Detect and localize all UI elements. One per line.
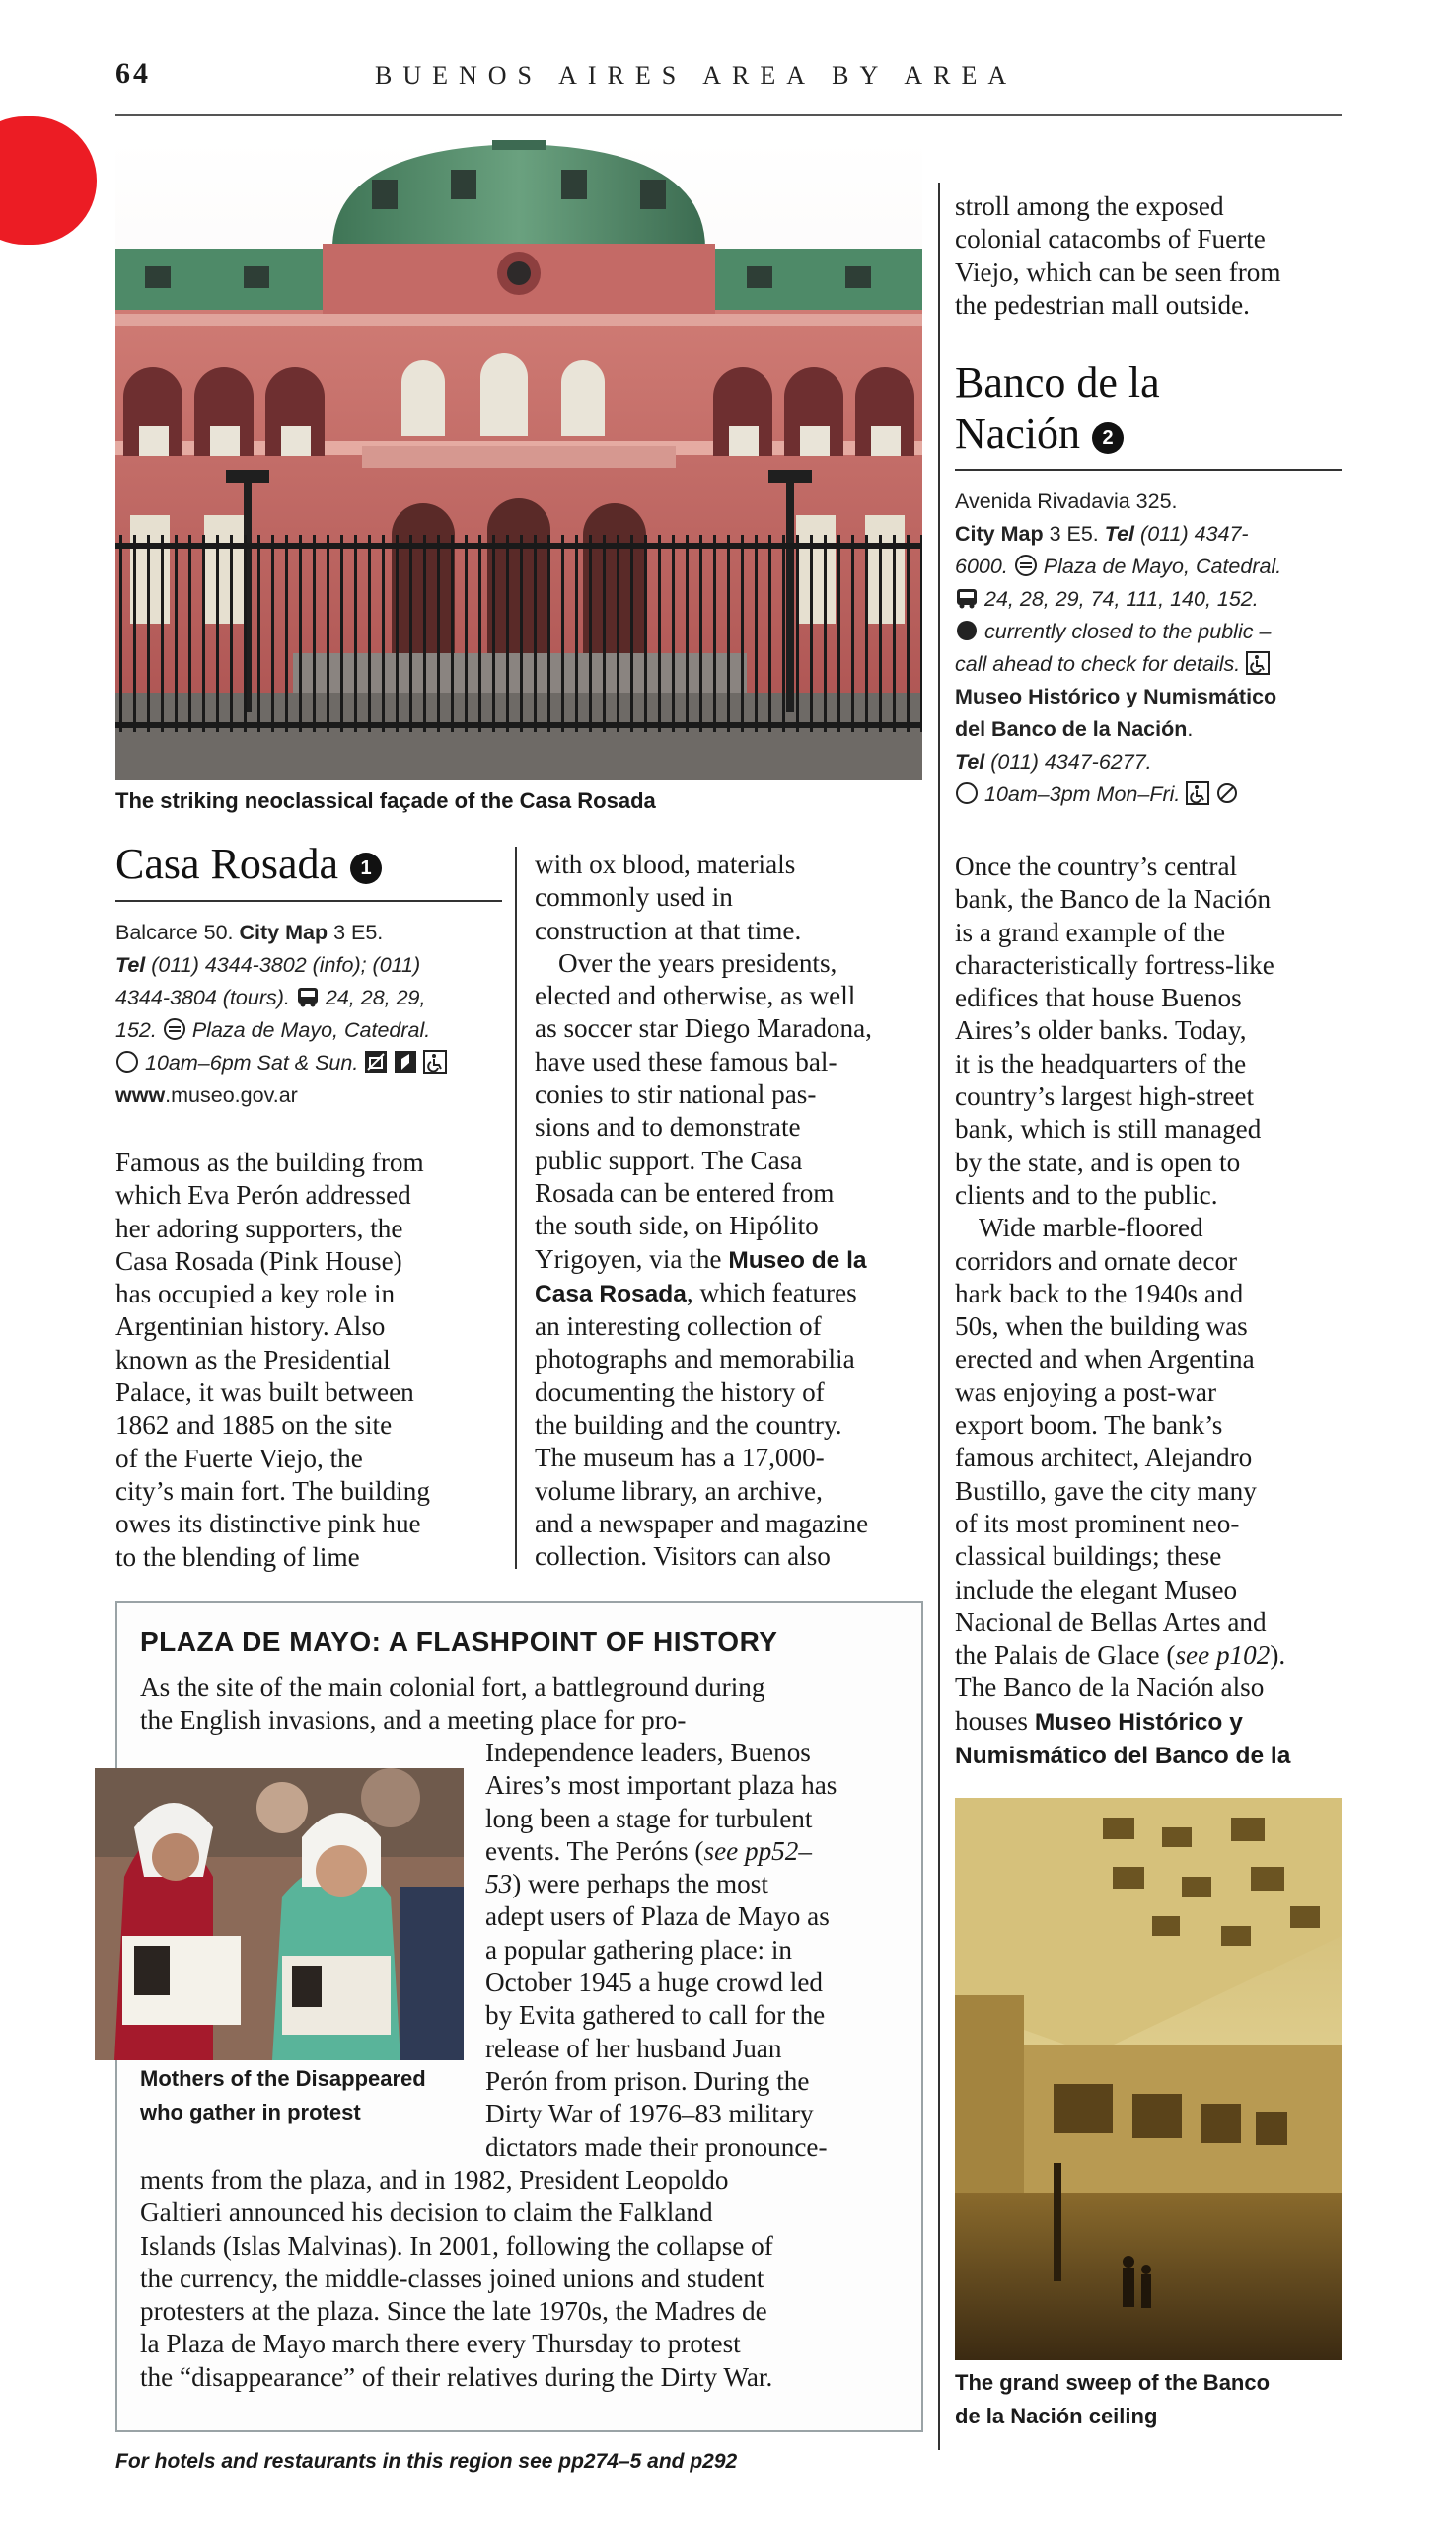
text-line: to the blending of lime [115, 1541, 360, 1572]
entry-number-badge: 1 [350, 853, 382, 884]
banco-photo-caption: The grand sweep of the Banco de la Nación ceiling [955, 2370, 1271, 2428]
guided-tours-icon [394, 1050, 417, 1074]
text-line: Galtieri announced his decision to claim the Falkland [140, 2197, 713, 2228]
text-line: famous architect, Alejandro [955, 1443, 1253, 1473]
text-line: release of her husband Juan [485, 2033, 782, 2063]
text-line: colonial catacombs of Fuerte [955, 224, 1266, 255]
casa-rosada-body-col2 [535, 849, 929, 1574]
text-run: volume library, an archive, [535, 1475, 823, 1506]
text-line: by Evita gathered to call for the [485, 2000, 826, 2031]
casa-rosada-body-col1 [115, 1147, 510, 1574]
text-line: Over the years presidents, [558, 947, 837, 978]
text-line: as soccer star Diego Maradona, [535, 1013, 872, 1044]
text-run: Casa Rosada [535, 1280, 687, 1307]
text-run: documenting the history of [535, 1376, 825, 1407]
text-line: ments from the plaza, and in 1982, President Leopoldo [140, 2165, 729, 2194]
feature-text-side: Independence leaders, Buenos Aires’s most important plaza has long been a stage for turbulent events. The Peróns (see pp52– 53) were perhaps the most adept users of Plaza de Mayo as a popular gathering place: in October 1945 a huge crowd led by Evita gathered to call for the release of her husband Juan Perón from prison. During the Dirty War of 1976–83 military dictators made their pronounce- [485, 1738, 837, 2162]
text-line: 50s, when the building was [955, 1311, 1248, 1342]
text-line: adept users of Plaza de Mayo as [485, 1901, 830, 1932]
banco-body: Once the country’s central bank, the Banco de la Nación is a grand example of the characteristically fortress-like edifices that house Buenos Aires’s older banks. Today, it is the headquarters of the country’s largest high-street bank, which is still managed by the state, and is open to clients and to the public. Wide marble-floored corridors and ornate decor hark back to the 1940s and 50s, when the building was erected and when Argentina was enjoying a post-war export boom. The bank’s famous architect, Alejandro Bustillo, gave the city many of its most prominent neo- classical buildings; these include the elegant Museo Nacional de Bellas Artes and the Palais de Glace (see p102). The Banco de la Nación also houses Museo Histórico y Numismático del Banco de la [955, 852, 1291, 1770]
text-line: Palace, it was built between [115, 1377, 414, 1408]
text-line: sions and to demonstrate [535, 1112, 801, 1143]
text-line: bank, the Banco de la Nación [955, 884, 1272, 915]
text-line: Once the country’s central [955, 852, 1238, 881]
text-line: October 1945 a huge crowd led [485, 1968, 823, 1998]
text-line: hark back to the 1940s and [955, 1278, 1244, 1308]
text-line: 1862 and 1885 on the site [115, 1410, 393, 1441]
text-line: by the state, and is open to [955, 1147, 1241, 1177]
text-line: her adoring supporters, the [115, 1213, 403, 1243]
opening-hours-icon [115, 1050, 139, 1074]
banco-interior-photo [955, 1798, 1342, 2360]
text-line: Nacional de Bellas Artes and [955, 1606, 1267, 1637]
text-run: and a newspaper and magazine [535, 1508, 869, 1538]
text-line: public support. The Casa [535, 1145, 803, 1175]
text-line: bank, which is still managed [955, 1114, 1262, 1145]
text-line: characteristically fortress-like [955, 949, 1274, 980]
column-rule-left [515, 847, 517, 1569]
page-number: 64 [115, 57, 151, 90]
text-line: the English invasions, and a meeting place for pro- [140, 1705, 687, 1736]
text-line: the pedestrian mall outside. [955, 289, 1250, 320]
text-line: export boom. The bank’s [955, 1410, 1223, 1441]
text-line: it is the headquarters of the [955, 1048, 1247, 1079]
text-line: edifices that house Buenos [955, 983, 1242, 1013]
text-run: an interesting collection of [535, 1311, 822, 1342]
no-photography-icon [364, 1050, 388, 1074]
text-line: Viejo, which can be seen from [955, 257, 1281, 287]
text-line: of the Fuerte Viejo, the [115, 1443, 363, 1473]
opening-hours-icon [955, 781, 979, 805]
entry-number-badge: 2 [1092, 422, 1124, 454]
text-line: the currency, the middle-classes joined unions and student [140, 2263, 764, 2293]
text-line: has occupied a key role in [115, 1279, 396, 1309]
text-line: classical buildings; these [955, 1541, 1222, 1572]
text-line: Bustillo, gave the city many [955, 1475, 1257, 1506]
text-line: la Plaza de Mayo march there every Thursday to protest [140, 2329, 741, 2359]
casa-rosada-photo [115, 140, 922, 780]
bus-icon [296, 985, 320, 1008]
text-line: was enjoying a post-war [955, 1376, 1217, 1407]
text-line: elected and otherwise, as well [535, 981, 856, 1011]
subte-icon [163, 1017, 186, 1041]
text-line: As the site of the main colonial fort, a battleground during [140, 1673, 765, 1702]
casa-rosada-photo-caption: The striking neoclassical façade of the Casa Rosada [115, 788, 656, 813]
casa-rosada-info: Balcarce 50. City Map 3 E5. Tel (011) 4344-3802 (info); (011) 4344-3804 (tours). 24, 28, 29, 152. Plaza de Mayo, Catedral. 10am–6pm Sat & Sun. www.museo.gov.ar [115, 917, 510, 1112]
casa-rosada-heading: Casa Rosada 1 [115, 839, 382, 890]
text-line: Dirty War of 1976–83 military [485, 2099, 814, 2129]
no-photography-icon [1215, 781, 1239, 805]
banco-heading: Banco de la Nación 2 [955, 358, 1160, 458]
wheelchair-access-icon [1186, 781, 1209, 805]
closed-icon [955, 619, 979, 642]
text-line: construction at that time. [535, 915, 802, 945]
text-line: Perón from prison. During the [485, 2065, 810, 2096]
text-line: which Eva Perón addressed [115, 1180, 411, 1211]
section-color-tab [0, 116, 97, 245]
mothers-photo-caption: Mothers of the Disappeared who gather in protest [140, 2066, 426, 2124]
text-line: include the elegant Museo [955, 1574, 1238, 1604]
text-line: known as the Presidential [115, 1344, 391, 1375]
text-line: erected and when Argentina [955, 1344, 1255, 1375]
text-line: dictators made their pronounce- [485, 2131, 828, 2162]
text-line: Aires’s older banks. Today, [955, 1015, 1247, 1046]
text-line: stroll among the exposed [955, 191, 1224, 221]
text-line: a popular gathering place: in [485, 1934, 793, 1965]
text-line: corridors and ornate decor [955, 1245, 1238, 1276]
text-run: photographs and memorabilia [535, 1344, 855, 1375]
text-line: conies to stir national pas- [535, 1079, 817, 1110]
text-line: Islands (Islas Malvinas). In 2001, following the collapse of [140, 2230, 773, 2261]
text-line: with ox blood, materials [535, 850, 796, 879]
feature-text-top [140, 1672, 910, 1738]
text-run: the building and the country. [535, 1410, 842, 1441]
bus-icon [955, 586, 979, 610]
wheelchair-access-icon [1246, 651, 1270, 675]
text-line: Wide marble-floored [979, 1213, 1203, 1243]
text-line: Rosada can be entered from [535, 1177, 835, 1208]
subte-icon [1014, 554, 1038, 577]
casa-rosada-heading-rule [115, 900, 502, 902]
text-line: of its most prominent neo- [955, 1508, 1240, 1538]
mothers-photo [95, 1768, 464, 2060]
text-run: The museum has a 17,000- [535, 1443, 825, 1473]
text-line: country’s largest high-street [955, 1081, 1255, 1112]
column-rule-right [938, 183, 940, 2450]
banco-heading-rule [955, 469, 1342, 471]
text-line: Argentinian history. Also [115, 1311, 386, 1342]
wheelchair-access-icon [423, 1050, 447, 1074]
feature-title: PLAZA DE MAYO: A FLASHPOINT OF HISTORY [140, 1626, 778, 1657]
casa-rosada-body-col3 [955, 190, 1349, 322]
text-line: Famous as the building from [115, 1148, 424, 1177]
text-line: city’s main fort. The building [115, 1475, 430, 1506]
text-line: owes its distinctive pink hue [115, 1509, 421, 1539]
footer-cross-reference: For hotels and restaurants in this region see pp274–5 and p292 [115, 2450, 738, 2473]
text-line: have used these famous bal- [535, 1046, 837, 1077]
text-run: Yrigoyen, via the [535, 1243, 729, 1274]
text-line: Casa Rosada (Pink House) [115, 1245, 402, 1276]
running-head: BUENOS AIRES AREA BY AREA [375, 61, 1018, 90]
text-line: the “disappearance” of their relatives during the Dirty War. [140, 2361, 773, 2392]
text-line: protesters at the plaza. Since the late 1970s, the Madres de [140, 2296, 767, 2327]
feature-text-bottom [140, 2164, 910, 2394]
text-run: Museo de la [728, 1246, 867, 1274]
text-run: collection. Visitors can also [535, 1541, 831, 1572]
header-rule [115, 114, 1342, 116]
text-line: clients and to the public. [955, 1179, 1218, 1210]
text-run: , which features [686, 1277, 857, 1307]
text-line: commonly used in [535, 882, 733, 913]
text-line: is a grand example of the [955, 917, 1226, 947]
banco-info: Avenida Rivadavia 325. City Map 3 E5. Tel (011) 4347- 6000. Plaza de Mayo, Catedral. 24, 28, 29, 74, 111, 140, 152. currently closed to the public – call ahead to check for details. Museo Histórico y Numismático del Banco de la Nación. Tel (011) 4347-6277. 10am–3pm Mon–Fri. [955, 489, 1282, 806]
text-line: the south side, on Hipólito [535, 1211, 819, 1241]
